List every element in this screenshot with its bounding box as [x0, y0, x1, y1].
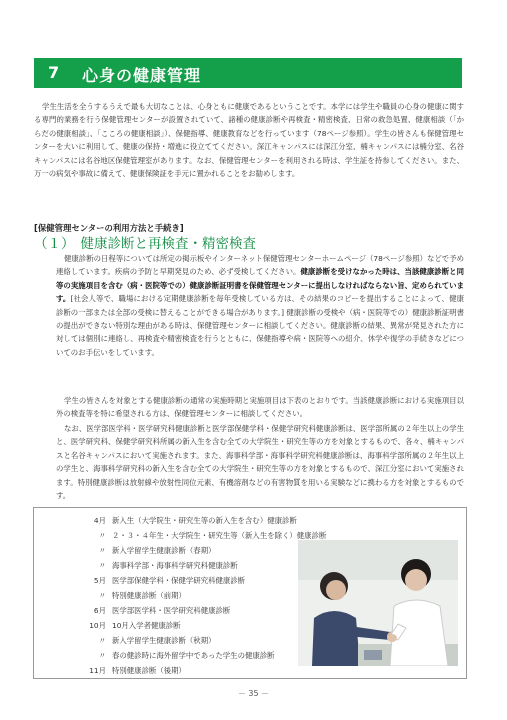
schedule-item: 10月入学者健康診断 — [112, 621, 181, 630]
schedule-month: 10月 — [89, 621, 106, 630]
schedule-month: 11月 — [89, 666, 106, 675]
health-check-paragraph — [56, 252, 464, 359]
page-number: － 35 － — [237, 689, 270, 698]
schedule-item: 医学部保健学科・保健学研究科健康診断 — [112, 576, 246, 585]
schedule-item: 特別健康診断（前期） — [112, 591, 186, 600]
schedule-item: 新入生（大学院生・研究生等の新入生を含む）健康診断 — [112, 516, 297, 525]
faculty-exam-paragraph: なお、医学部医学科・医学研究科健康診断と医学部保健学科・保健学研究科健康診断は、医学部所属の２年生以上の学生と、医学研究科、保健学研究科所属の新入生を含む全ての大学院生・研究生等の方を対象とするもので、各々、楠キャンパスと名谷キャンパスにおいて実施されます。また、海事科学部・海事科学研究科健康診断は、海事科学部所属の２年生以上の学生と、海事科学研究科の新入生を含む全ての大学院生・研究生等の方を対象とするもので、深江分室において実施されます。特別健康診断は放射線や放射性同位元素、有機溶剤などの有害物質を用いる実験などに携わる方を対象とするものです。 — [56, 424, 464, 501]
schedule-month: 5月 — [93, 576, 106, 585]
schedule-month: 〃 — [98, 591, 106, 600]
subsection-title: 健康診断と再検査・精密検査 — [80, 236, 256, 252]
schedule-item: 新入学留学生健康診断（春期） — [112, 546, 216, 555]
health-exam-illustration — [298, 540, 458, 666]
chapter-number: 7 — [48, 63, 60, 82]
health-check-emphasis: 健康診断を受けなかった時は、当該健康診断と同等の実施項目を含む（病・医院等での）健康診断証明書を保健管理センターに提出しなければならない旨、定められています。 — [56, 267, 464, 304]
health-exam-photo — [298, 540, 458, 666]
subsection-number: （１） — [34, 236, 75, 252]
schedule-month: 4月 — [93, 516, 106, 525]
schedule-item: 医学部医学科・医学研究科健康診断 — [112, 606, 231, 615]
schedule-intro-paragraph: 学生の皆さんを対象とする健康診断の通常の実施時期と実施項目は下表のとおりです。当該健康診断における実施項目以外の検査等を特に希望される方は、保健管理センターに相談してください。 — [56, 396, 464, 419]
intro-paragraph: 学生生活を全うするうえで最も大切なことは、心身ともに健康であるということです。本学には学生や職員の心身の健康に関する専門的業務を行う保健管理センターが設置されていて、諸種の健康診断や再検査・精密検査、日常の救急処置、健康相談（「からだの健康相談」、「こころの健康相談」）、保健指導、健康教育などを行っています（78ページ参照）。学生の皆さんも保健管理センターを大いに利用して、健康の保持・増進に役立ててください。深江キャンパスには深江分室、楠キャンパスには楠分室、名谷キャンパスには名谷地区保健管理室があります。なお、保健管理センターを利用される時は、学生証を持参してください。また、万一の病気や事故に備えて、健康保険証を手元に置かれることをお勧めします。 — [34, 102, 464, 179]
chapter-title: 心身の健康管理 — [82, 66, 202, 85]
schedule-month: 〃 — [98, 561, 106, 570]
schedule-item: 新入学留学生健康診断（秋期） — [112, 636, 216, 645]
schedule-item: ２・３・４年生・大学院生・研究生等（新入生を除く）健康診断 — [112, 531, 327, 540]
schedule-month: 〃 — [98, 651, 106, 660]
chapter-header — [34, 58, 462, 88]
section-title: [保健管理センターの利用方法と手続き] — [34, 223, 184, 233]
health-check-text-c: [社会人等で、職場における定期健康診断を毎年受検している方は、その結果のコピーを提出することによって、健康診断の一部または全部の受検に替えることができる場合があります。] 健康診断の受検や（病・医院等での）健康診断証明書の提出ができない特別な理由がある時は、保健管理センターに相談してください。健康診断の結果、異常が発見された方に対しては個別に連絡し、再検査や精密検査を行うとともに、保健指導や病・医院等への紹介、休学や復学の手続きなどについてのお手伝いをしています。 — [56, 294, 464, 357]
schedule-item: 海事科学部・海事科学研究科健康診断 — [112, 561, 238, 570]
schedule-item: 特別健康診断（後期） — [112, 666, 186, 675]
schedule-month: 〃 — [98, 636, 106, 645]
schedule-month: 〃 — [98, 546, 106, 555]
schedule-item: 春の健診時に海外留学中であった学生の健康診断 — [112, 651, 275, 660]
schedule-month: 6月 — [93, 606, 106, 615]
subsection-heading — [34, 232, 256, 252]
health-check-text-a: 健康診断の日程等については所定の掲示板やインターネット保健管理センターホームページ（78ページ参照）などで予め連絡しています。疾病の予防と早期発見のため、必ず受検してください。 — [56, 254, 464, 277]
schedule-month: 〃 — [98, 531, 106, 540]
